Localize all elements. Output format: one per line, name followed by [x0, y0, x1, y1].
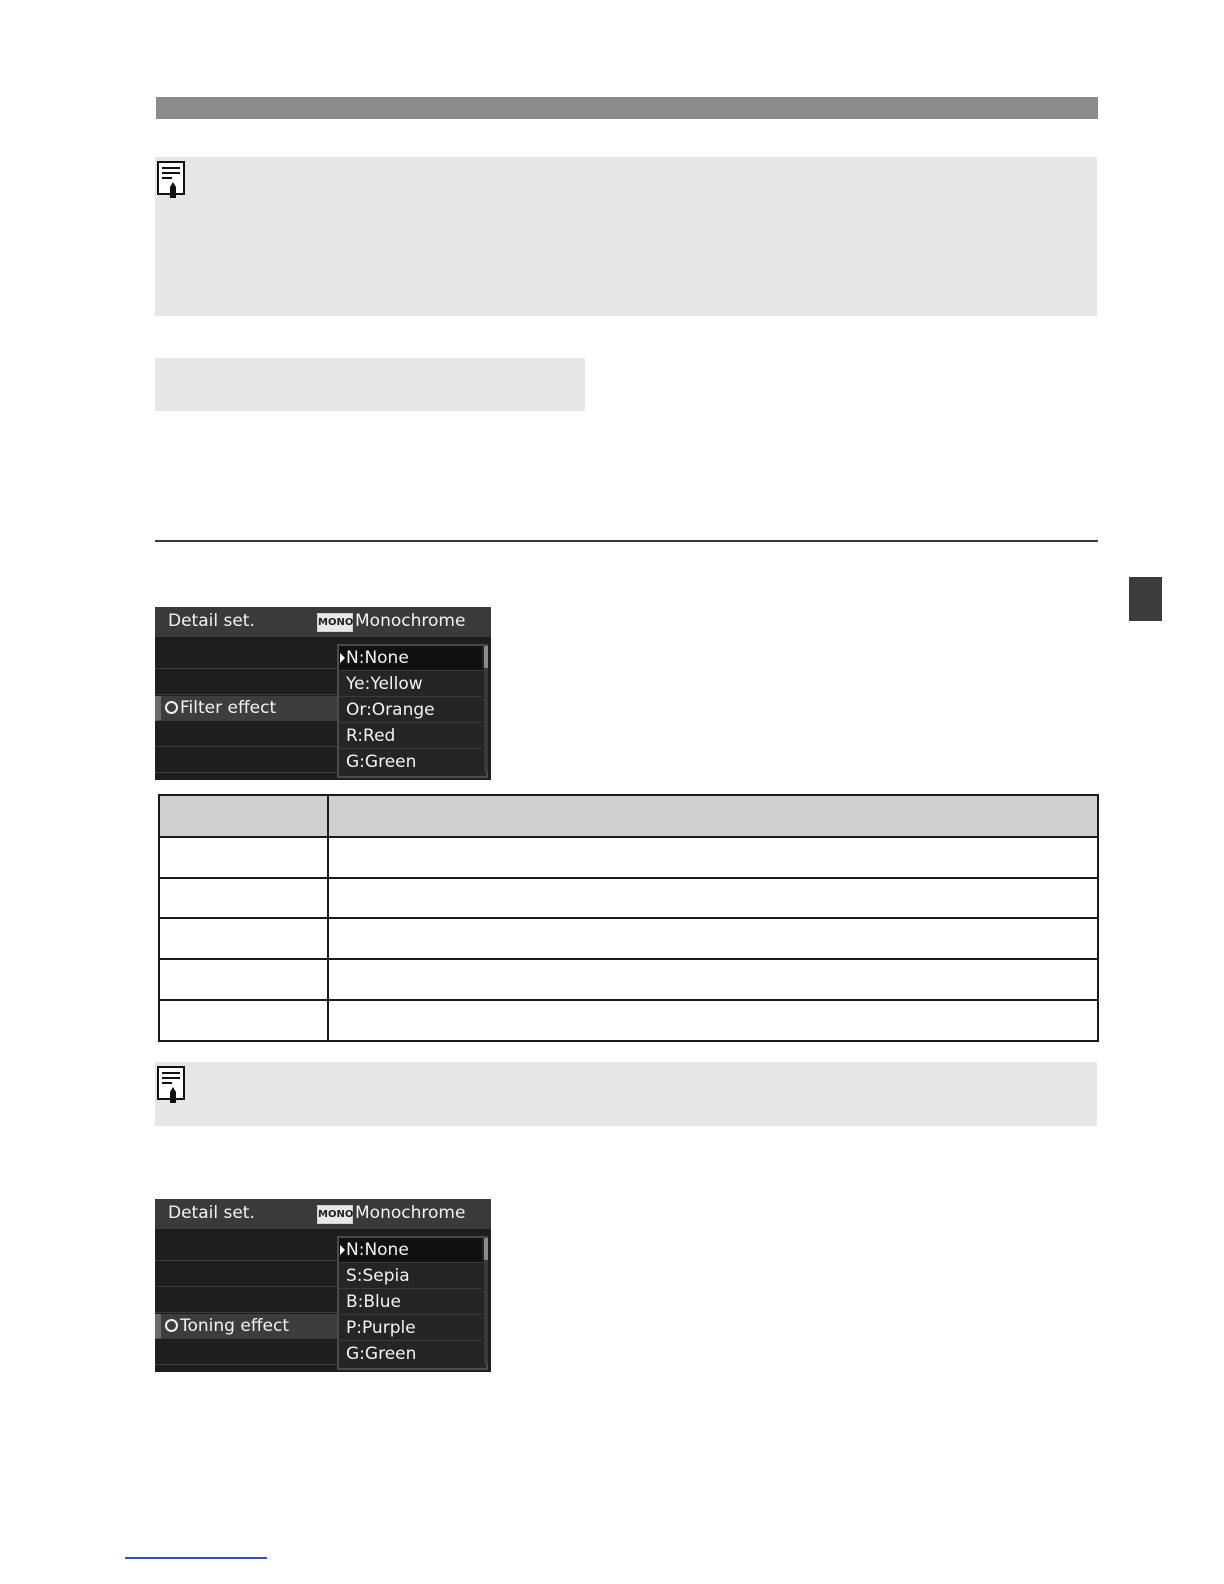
table-cell: [159, 878, 328, 919]
setting-row: [155, 1340, 337, 1365]
picture-style-name: Monochrome: [355, 611, 466, 631]
scrollbar[interactable]: [484, 646, 488, 772]
monochrome-style-icon: MONO: [317, 1205, 353, 1224]
screen-title-bar: [155, 607, 491, 637]
table-cell: [159, 1000, 328, 1041]
setting-row: [155, 748, 337, 773]
note-box: [155, 1062, 1097, 1126]
table-cell: [159, 918, 328, 959]
setting-row: [155, 1236, 337, 1261]
table-row: [159, 959, 1098, 1000]
memo-icon: [157, 161, 187, 199]
option-item-selected[interactable]: [339, 1238, 482, 1263]
chapter-tab: [1129, 577, 1162, 621]
table-cell: [159, 959, 328, 1000]
option-item[interactable]: [339, 724, 482, 749]
option-item[interactable]: [339, 1316, 482, 1341]
option-label: Or:Orange: [346, 700, 435, 720]
option-list: [337, 644, 488, 778]
table-cell: [328, 878, 1098, 919]
filter-table: [158, 794, 1099, 1042]
setting-row: [155, 670, 337, 695]
monochrome-style-icon: MONO: [317, 613, 353, 632]
option-label: N:None: [346, 648, 409, 668]
memo-icon: [157, 1066, 187, 1104]
picture-style-name: Monochrome: [355, 1203, 466, 1223]
screen-title: Detail set.: [168, 1203, 255, 1223]
table-row: [159, 918, 1098, 959]
option-label: S:Sepia: [346, 1266, 410, 1286]
option-label: Ye:Yellow: [346, 674, 423, 694]
section-heading-bar: [156, 97, 1098, 119]
table-cell: [328, 1000, 1098, 1041]
option-label: R:Red: [346, 726, 396, 746]
option-list: [337, 1236, 488, 1370]
table-cell: [328, 837, 1098, 878]
selection-cursor-icon: [340, 1245, 345, 1255]
note-box: [155, 157, 1097, 316]
scroll-thumb[interactable]: [484, 646, 488, 668]
screen-title: Detail set.: [168, 611, 255, 631]
setting-row: [155, 1288, 337, 1313]
section-divider: [155, 540, 1098, 542]
setting-row: [155, 644, 337, 669]
setting-label: Filter effect: [180, 698, 277, 718]
setting-row: [155, 722, 337, 747]
toning-effect-icon: [165, 1319, 178, 1332]
scroll-thumb[interactable]: [484, 1238, 488, 1260]
setting-label: Toning effect: [180, 1316, 290, 1336]
subheading-box: [155, 358, 585, 411]
option-label: G:Green: [346, 1344, 417, 1364]
footer-link-underline[interactable]: [125, 1557, 267, 1559]
option-item[interactable]: [339, 1264, 482, 1289]
option-item[interactable]: [339, 698, 482, 723]
table-header-row: [159, 795, 1098, 837]
option-label: G:Green: [346, 752, 417, 772]
setting-row-toning-effect[interactable]: [155, 1314, 337, 1339]
option-item-selected[interactable]: [339, 646, 482, 671]
setting-row: [155, 1262, 337, 1287]
table-cell: [328, 959, 1098, 1000]
setting-row-filter-effect[interactable]: [155, 696, 337, 721]
filter-effect-icon: [165, 701, 178, 714]
option-label: P:Purple: [346, 1318, 416, 1338]
option-label: B:Blue: [346, 1292, 402, 1312]
option-item[interactable]: [339, 1290, 482, 1315]
camera-screen-filter-effect: [155, 607, 491, 780]
table-row: [159, 837, 1098, 878]
table-cell: [328, 918, 1098, 959]
table-row: [159, 878, 1098, 919]
table-row: [159, 1000, 1098, 1041]
selection-cursor-icon: [340, 653, 345, 663]
table-cell: [159, 837, 328, 878]
option-item[interactable]: [339, 672, 482, 697]
option-item[interactable]: [339, 750, 482, 774]
table-header-cell: [159, 795, 328, 837]
scrollbar[interactable]: [484, 1238, 488, 1364]
camera-screen-toning-effect: [155, 1199, 491, 1372]
table-header-cell: [328, 795, 1098, 837]
option-item[interactable]: [339, 1342, 482, 1366]
option-label: N:None: [346, 1240, 409, 1260]
screen-title-bar: [155, 1199, 491, 1229]
